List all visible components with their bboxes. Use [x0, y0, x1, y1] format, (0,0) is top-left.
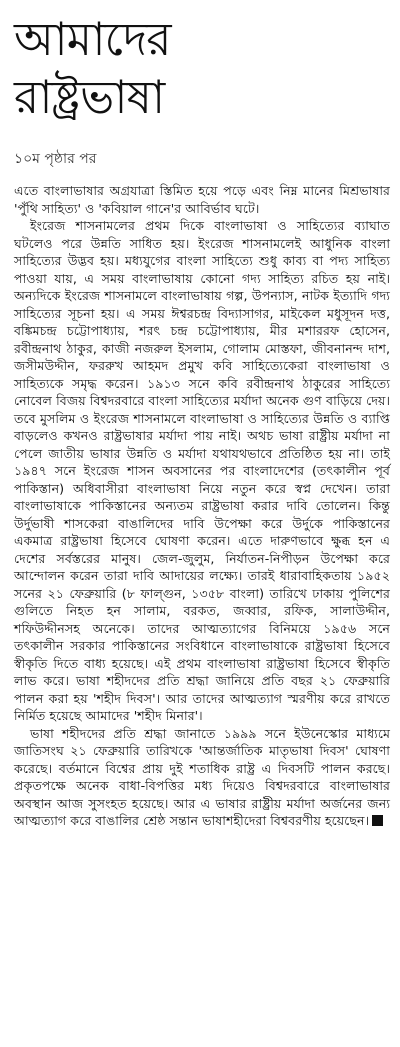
headline-line-1: আমাদের: [14, 12, 171, 66]
headline-line-2: রাষ্ট্রভাষা: [14, 70, 165, 124]
end-of-article-mark: [372, 815, 383, 826]
paragraph-1: এতে বাংলাভাষার অগ্রযাত্রা স্তিমিত হয়ে পড়ে এবং নিম্ন মানের মিশ্রভাষার 'পুঁথি সাহিত্য' ও 'কবিয়াল গানে'র আবির্ভাব ঘটে।: [14, 183, 390, 216]
continued-from-note: ১০ম পৃষ্ঠার পর: [14, 151, 97, 167]
paragraph-2: ইংরেজ শাসনামলের প্রথম দিকে বাংলাভাষা ও সাহিত্যের ব্যাঘাত ঘটলেও পরে উন্নতি সাধিত হয়। ইংরেজ শাসনামলেই আধুনিক বাংলা সাহিত্যের উদ্ভব হয়। মধ্যযুগের বাংলা সাহিত্যে শুধু কাব্য বা পদ্য সাহিত্য পাওয়া যায়, এ সময় বাংলাভাষায় কোনো গদ্য সাহিত্য রচিত হয় নাই। অন্যদিকে ইংরেজ শাসনামলে বাংলাভাষায় গল্প, উপন্যাস, নাটক ইত্যাদি গদ্য সাহিত্যের সূচনা হয়। এ সময় ঈশ্বরচন্দ্র বিদ্যাসাগর, মাইকেল মধুসূদন দত্ত, বঙ্কিমচন্দ্র চট্টোপাধ্যায়, শরৎ চন্দ্র চট্টোপাধ্যায়, মীর মশাররফ হোসেন, রবীন্দ্রনাথ ঠাকুর, কাজী নজরুল ইসলাম, গোলাম মোস্তফা, জীবনানন্দ দাশ, জসীমউদ্দীন, ফররুখ আহমদ প্রমুখ কবি সাহিত্যেকেরা বাংলাভাষা ও সাহিত্যকে সমৃদ্ধ করেন। ১৯১৩ সনে কবি রবীন্দ্রনাথ ঠাকুরের সাহিত্যে নোবেল বিজয় বিশ্বদরবারে বাংলা সাহিত্যের মর্যাদা অনেক গুণ বাড়িয়ে দেয়। তবে মুসলিম ও ইংরেজ শাসনামলে বাংলাভাষা ও সাহিত্যের উন্নতি ও ব্যাপ্তি বাড়লেও কখনও রাষ্ট্রভাষার মর্যাদা পায় নাই। অথচ ভাষা রাষ্ট্রীয় মর্যাদা না পেলে জাতীয় ভাষার উন্নতি ও মর্যাদা যথাযথভাবে প্রতিষ্ঠিত হয় না। তাই ১৯৪৭ সনে ইংরেজ শাসন অবসানের পর বাংলাদেশের (তৎকালীন পূর্ব পাকিস্তান) অধিবাসীরা বাংলাভাষা নিয়ে নতুন করে স্বপ্ন দেখেন। তারা বাংলাভাষাকে পাকিস্তানের অন্যতম রাষ্ট্রভাষা করার দাবি তোলেন। কিন্তু উর্দুভাষী শাসকেরা বাঙালিদের দাবি উপেক্ষা করে উর্দুকে পাকিস্তানের একমাত্র রাষ্ট্রভাষা হিসেবে ঘোষণা করেন। এতে দারুণভাবে ক্ষুব্ধ হন এ দেশের সর্বস্তরের মানুষ। জেল-জুলুম, নির্যাতন-নিপীড়ন উপেক্ষা করে আন্দোলন করেন তারা দাবি আদায়ের লক্ষ্যে। তারই ধারাবাহিকতায় ১৯৫২ সনের ২১ ফেব্রুয়ারি (৮ ফাল্গুন, ১৩৫৮ বাংলা) তারিখে ঢাকায় পুলিশের গুলিতে নিহত হন সালাম, বরকত, জব্বার, রফিক, সালাউদ্দীন, শফিউদ্দীনসহ অনেকে। তাদের আত্মত্যাগের বিনিময়ে ১৯৫৬ সনে তৎকালীন সরকার পাকিস্তানের সংবিধানে বাংলাভাষাকে রাষ্ট্রভাষা হিসেবে স্বীকৃতি দিতে বাধ্য হয়েছে। এই প্রথম বাংলাভাষা রাষ্ট্রভাষা হিসেবে স্বীকৃতি লাভ করে। ভাষা শহীদদের প্রতি শ্রদ্ধা জানিয়ে প্রতি বছর ২১ ফেব্রুয়ারি পালন করা হয় 'শহীদ দিবস'। আর তাদের আত্মত্যাগ স্মরণীয় করে রাখতে নির্মিত হয়েছে আমাদের 'শহীদ মিনার'।: [14, 218, 390, 723]
article-headline: [14, 10, 390, 126]
paragraph-3-text: ভাষা শহীদদের প্রতি শ্রদ্ধা জানাতে ১৯৯৯ সনে ইউনেস্কোর মাধ্যমে জাতিসংঘ ২১ ফেব্রুয়ারি তারিখকে 'আন্তর্জাতিক মাতৃভাষা দিবস' ঘোষণা করেছে। বর্তমানে বিশ্বের প্রায় দুই শতাধিক রাষ্ট্র এ দিবসটি পালন করছে। প্রকৃতপক্ষে অনেক বাধা-বিপত্তির মধ্য দিয়েও বিশ্বদরবারে বাংলাভাষার অবস্থান আজ সুসংহত হয়েছে। আর এ ভাষার রাষ্ট্রীয় মর্যাদা অর্জনের জন্য আত্মত্যাগ করে বাঙালির শ্রেষ্ঠ সন্তান ভাষাশহীদেরা বিশ্ববরণীয় হয়েছেন।: [14, 725, 390, 828]
article-body: [14, 182, 390, 830]
paragraph-3: [14, 725, 390, 830]
